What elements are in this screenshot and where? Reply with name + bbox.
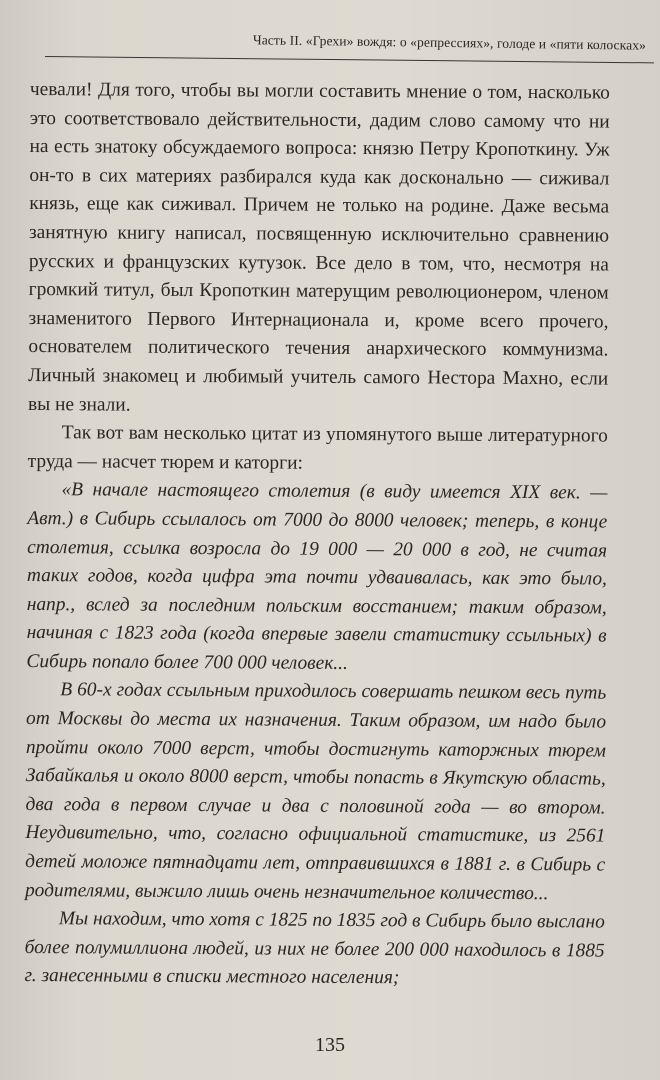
body-text	[24, 76, 610, 995]
quote-paragraph: В 60-х годах ссыльным приходилось совершать пешком весь путь от Москвы до места их назначения. Таким образом, им надо было пройти около 7000 верст, чтобы достигнуть каторжных тюрем Забайкалья и около 8000 верст, чтобы попасть в Якутскую область, два года в первом случае и два с половиной года — во втором. Неудивительно, что, согласно официальной статистике, из 2561 детей моложе пятнадцати лет, отправившихся в 1881 г. в Сибирь с родителями, выжило лишь очень незначительное количество...	[24, 679, 607, 904]
paragraph: чевали! Для того, чтобы вы могли составить мнение о том, насколько это соответствовало действительности, дадим слово самому что ни на есть знатоку обсуждаемого вопроса: князю Петру Кропоткину. Уж он-то в сих материях разбирался куда как досконально — сиживал князь, еще как сиживал. Причем не только на родине. Даже весьма занятную книгу написал, посвященную исключительно сравнению русских и французских кутузок. Все дело в том, что, несмотря на громкий титул, был Кропоткин матерущим революционером, членом знаменитого Первого Интернационала и, кроме всего прочего, основателем политического течения анархического коммунизма. Личный знакомец и любимый учитель самого Нестора Махно, если вы не знали.	[27, 78, 610, 416]
paragraph: Так вот вам несколько цитат из упомянутого выше литературного труда — насчет тюрем и каторги:	[27, 422, 608, 474]
quote-paragraph: Мы находим, что хотя с 1825 по 1835 год в Сибирь было выслано более полумиллиона людей, из них не более 200 000 находилось в 1885 г. занесенными в списки местного населения;	[24, 908, 605, 989]
page-number: 135	[315, 1034, 345, 1056]
header-rule	[45, 56, 654, 63]
quote-paragraph: «В начале настоящего столетия (в виду имеется XIX век. — Авт.) в Сибирь ссылалось от 7000 до 8000 человек; теперь, в конце столетия, ссылка возросла до 19 000 — 20 000 в год, не считая таких годов, когда цифра эта почти удваивалась, как это было, напр., вслед за последним польским восстанием; таким образом, начиная с 1823 года (когда впервые завели статистику ссыльных) в Сибирь попало более 700 000 человек...	[26, 479, 608, 674]
running-head: Часть II. «Грехи» вождя: о «репрессиях», голоде и «пяти колосках»	[252, 32, 647, 53]
